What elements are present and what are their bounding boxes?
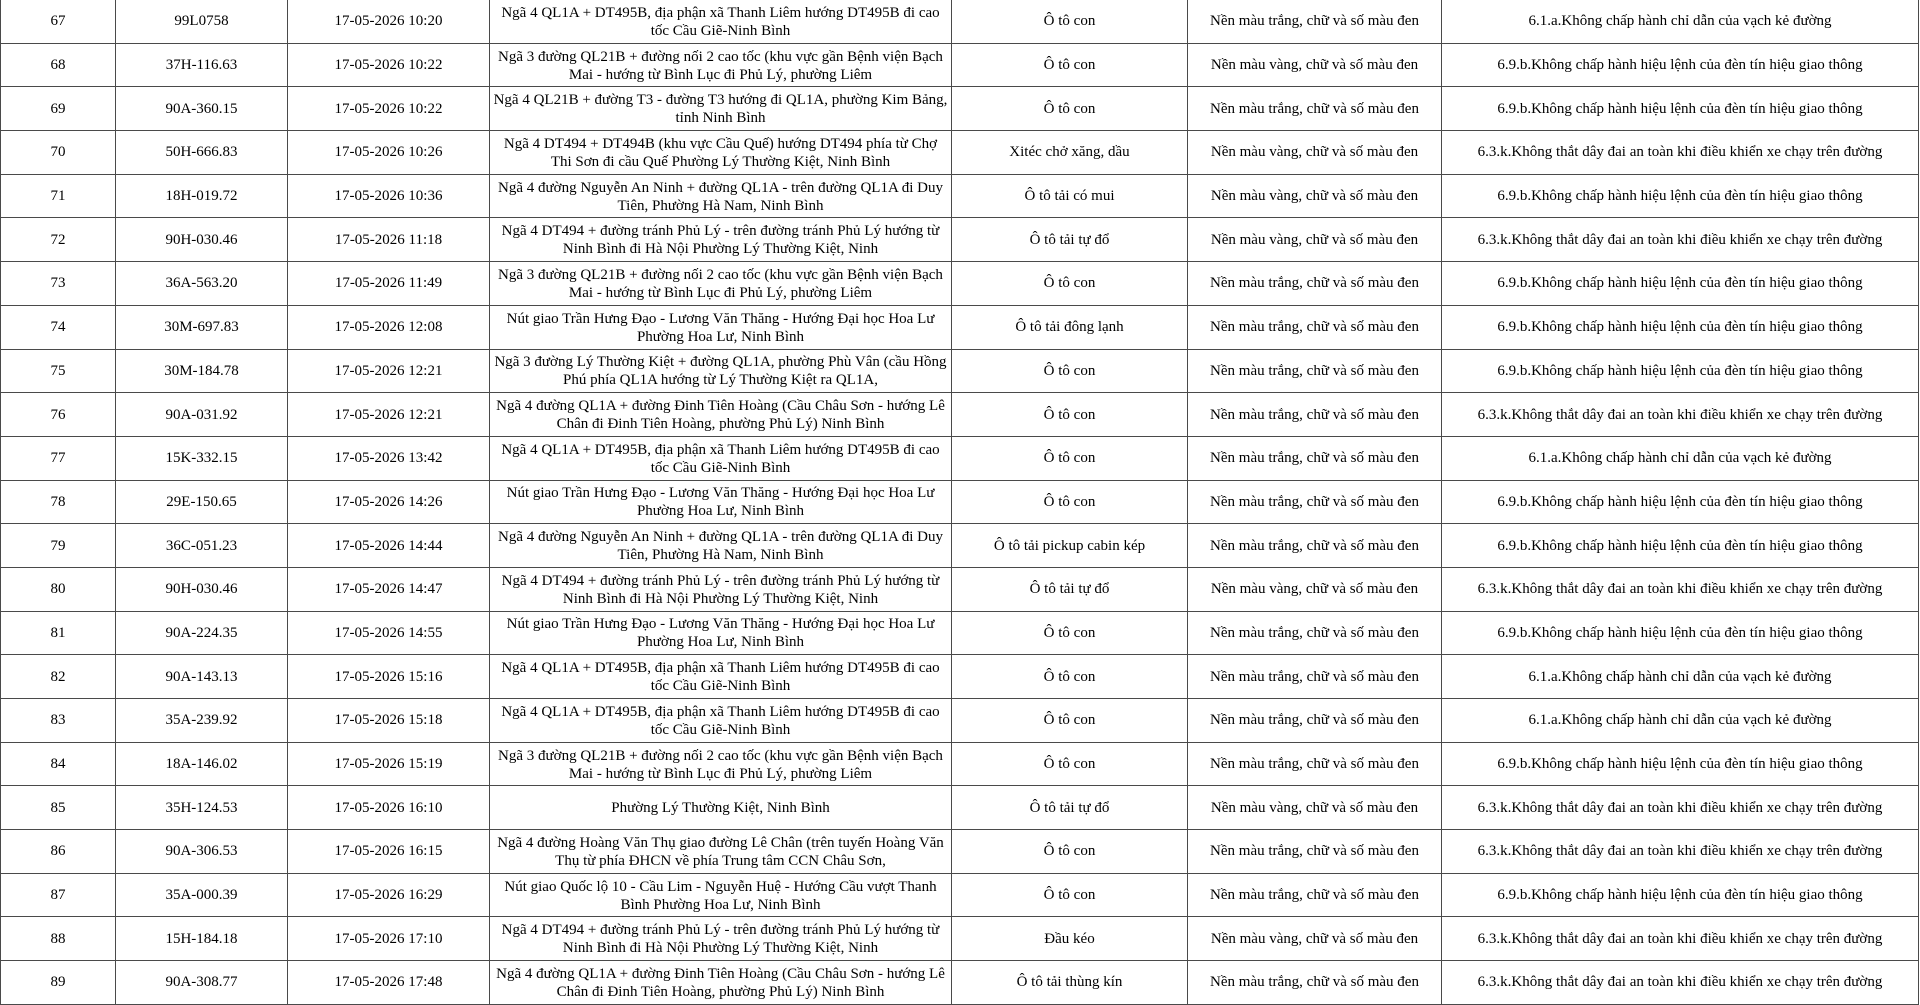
plate-color-cell: Nền màu trắng, chữ và số màu đen	[1188, 961, 1442, 1005]
row-number-cell: 77	[1, 436, 116, 480]
violation-type-cell: 6.9.b.Không chấp hành hiệu lệnh của đèn tín hiệu giao thông	[1442, 611, 1919, 655]
location-text: Ngã 4 đường QL1A + đường Đinh Tiên Hoàng (Cầu Châu Sơn - hướng Lê Chân đi Đinh Tiên Hoàng, phường Phủ Lý) Ninh Bình	[496, 398, 945, 433]
location-text: Nút giao Trần Hưng Đạo - Lương Văn Thăng - Hướng Đại học Hoa Lư Phường Hoa Lư, Ninh Bình	[506, 616, 935, 651]
location-text: Ngã 3 đường QL21B + đường nối 2 cao tốc (khu vực gần Bệnh viện Bạch Mai - hướng từ Bình Lục đi Phủ Lý, phường Liêm	[498, 266, 943, 301]
violation-time-cell: 17-05-2026 13:42	[288, 436, 490, 480]
location-cell	[490, 393, 952, 437]
license-plate-cell: 99L0758	[116, 0, 288, 43]
vehicle-type-cell: Ô tô con	[952, 830, 1188, 874]
location-cell	[490, 917, 952, 961]
violation-time-cell: 17-05-2026 14:26	[288, 480, 490, 524]
table-row	[1, 524, 1919, 568]
location-cell	[490, 87, 952, 131]
plate-color-cell: Nền màu trắng, chữ và số màu đen	[1188, 349, 1442, 393]
plate-color-cell: Nền màu trắng, chữ và số màu đen	[1188, 699, 1442, 743]
violation-type-cell: 6.3.k.Không thắt dây đai an toàn khi điều khiển xe chạy trên đường	[1442, 961, 1919, 1005]
table-row	[1, 961, 1919, 1005]
license-plate-cell: 90A-224.35	[116, 611, 288, 655]
vehicle-type-cell: Ô tô con	[952, 87, 1188, 131]
location-text: Ngã 4 đường Nguyễn An Ninh + đường QL1A - trên đường QL1A đi Duy Tiên, Phường Hà Nam, Ninh Bình	[498, 179, 943, 214]
violation-type-cell: 6.9.b.Không chấp hành hiệu lệnh của đèn tín hiệu giao thông	[1442, 174, 1919, 218]
plate-color-cell: Nền màu vàng, chữ và số màu đen	[1188, 43, 1442, 87]
vehicle-type-cell: Ô tô con	[952, 655, 1188, 699]
violation-time-cell: 17-05-2026 14:44	[288, 524, 490, 568]
plate-color-cell: Nền màu trắng, chữ và số màu đen	[1188, 524, 1442, 568]
location-text: Ngã 4 QL21B + đường T3 - đường T3 hướng đi QL1A, phường Kim Bảng, tỉnh Ninh Bình	[493, 92, 948, 127]
violation-type-cell: 6.3.k.Không thắt dây đai an toàn khi điều khiển xe chạy trên đường	[1442, 393, 1919, 437]
vehicle-type-cell: Ô tô tải thùng kín	[952, 961, 1188, 1005]
location-text: Ngã 3 đường Lý Thường Kiệt + đường QL1A, phường Phù Vân (cầu Hồng Phú phía QL1A hướng từ Lý Thường Kiệt ra QL1A,	[494, 354, 947, 389]
violation-type-cell: 6.9.b.Không chấp hành hiệu lệnh của đèn tín hiệu giao thông	[1442, 742, 1919, 786]
location-cell	[490, 699, 952, 743]
location-cell	[490, 873, 952, 917]
violation-type-cell: 6.9.b.Không chấp hành hiệu lệnh của đèn tín hiệu giao thông	[1442, 43, 1919, 87]
license-plate-cell: 90A-306.53	[116, 830, 288, 874]
location-cell	[490, 305, 952, 349]
violation-type-cell: 6.1.a.Không chấp hành chỉ dẫn của vạch kẻ đường	[1442, 0, 1919, 43]
plate-color-cell: Nền màu trắng, chữ và số màu đen	[1188, 655, 1442, 699]
location-text: Ngã 4 QL1A + DT495B, địa phận xã Thanh Liêm hướng DT495B đi cao tốc Cầu Giẽ-Ninh Bình	[501, 4, 940, 39]
location-cell	[490, 567, 952, 611]
vehicle-type-cell: Ô tô tải tự đổ	[952, 218, 1188, 262]
row-number-cell: 68	[1, 43, 116, 87]
row-number-cell: 82	[1, 655, 116, 699]
location-cell	[490, 218, 952, 262]
violation-type-cell: 6.3.k.Không thắt dây đai an toàn khi điều khiển xe chạy trên đường	[1442, 131, 1919, 175]
violation-time-cell: 17-05-2026 11:18	[288, 218, 490, 262]
violation-type-cell: 6.1.a.Không chấp hành chỉ dẫn của vạch kẻ đường	[1442, 655, 1919, 699]
location-cell	[490, 262, 952, 306]
violation-time-cell: 17-05-2026 10:36	[288, 174, 490, 218]
violation-type-cell: 6.9.b.Không chấp hành hiệu lệnh của đèn tín hiệu giao thông	[1442, 524, 1919, 568]
license-plate-cell: 35A-000.39	[116, 873, 288, 917]
row-number-cell: 89	[1, 961, 116, 1005]
vehicle-type-cell: Ô tô con	[952, 436, 1188, 480]
license-plate-cell: 90H-030.46	[116, 218, 288, 262]
violation-time-cell: 17-05-2026 10:22	[288, 87, 490, 131]
location-cell	[490, 786, 952, 830]
license-plate-cell: 90A-143.13	[116, 655, 288, 699]
plate-color-cell: Nền màu trắng, chữ và số màu đen	[1188, 830, 1442, 874]
plate-color-cell: Nền màu vàng, chữ và số màu đen	[1188, 218, 1442, 262]
license-plate-cell: 90A-031.92	[116, 393, 288, 437]
row-number-cell: 83	[1, 699, 116, 743]
license-plate-cell: 36C-051.23	[116, 524, 288, 568]
violation-type-cell: 6.9.b.Không chấp hành hiệu lệnh của đèn tín hiệu giao thông	[1442, 305, 1919, 349]
plate-color-cell: Nền màu trắng, chữ và số màu đen	[1188, 436, 1442, 480]
vehicle-type-cell: Ô tô con	[952, 742, 1188, 786]
location-text: Ngã 4 đường Hoàng Văn Thụ giao đường Lê Chân (trên tuyến Hoàng Văn Thụ từ phía ĐHCN về phía Trung tâm CCN Châu Sơn,	[497, 834, 944, 869]
license-plate-cell: 15K-332.15	[116, 436, 288, 480]
plate-color-cell: Nền màu trắng, chữ và số màu đen	[1188, 305, 1442, 349]
row-number-cell: 74	[1, 305, 116, 349]
license-plate-cell: 90A-360.15	[116, 87, 288, 131]
violation-time-cell: 17-05-2026 15:19	[288, 742, 490, 786]
location-text: Ngã 4 đường QL1A + đường Đinh Tiên Hoàng (Cầu Châu Sơn - hướng Lê Chân đi Đinh Tiên Hoàng, phường Phủ Lý) Ninh Bình	[496, 965, 945, 1000]
table-row	[1, 349, 1919, 393]
location-text: Ngã 4 DT494 + đường tránh Phủ Lý - trên đường tránh Phủ Lý hướng từ Ninh Bình đi Hà Nội Phường Lý Thường Kiệt, Ninh	[501, 922, 940, 957]
table-row	[1, 786, 1919, 830]
location-text: Nút giao Trần Hưng Đạo - Lương Văn Thăng - Hướng Đại học Hoa Lư Phường Hoa Lư, Ninh Bình	[506, 310, 935, 345]
table-row	[1, 830, 1919, 874]
license-plate-cell: 35A-239.92	[116, 699, 288, 743]
table-row	[1, 567, 1919, 611]
row-number-cell: 86	[1, 830, 116, 874]
location-cell	[490, 0, 952, 43]
table-row	[1, 480, 1919, 524]
plate-color-cell: Nền màu vàng, chữ và số màu đen	[1188, 917, 1442, 961]
vehicle-type-cell: Ô tô tải pickup cabin kép	[952, 524, 1188, 568]
vehicle-type-cell: Ô tô con	[952, 349, 1188, 393]
table-body	[1, 0, 1919, 1004]
table-row	[1, 131, 1919, 175]
location-cell	[490, 524, 952, 568]
violation-type-cell: 6.9.b.Không chấp hành hiệu lệnh của đèn tín hiệu giao thông	[1442, 480, 1919, 524]
violation-time-cell: 17-05-2026 17:10	[288, 917, 490, 961]
license-plate-cell: 36A-563.20	[116, 262, 288, 306]
plate-color-cell: Nền màu trắng, chữ và số màu đen	[1188, 262, 1442, 306]
vehicle-type-cell: Ô tô con	[952, 480, 1188, 524]
table-row	[1, 174, 1919, 218]
row-number-cell: 87	[1, 873, 116, 917]
plate-color-cell: Nền màu trắng, chữ và số màu đen	[1188, 873, 1442, 917]
location-text: Nút giao Quốc lộ 10 - Cầu Lim - Nguyễn Huệ - Hướng Cầu vượt Thanh Bình Phường Hoa Lư, Ninh Bình	[504, 878, 937, 913]
license-plate-cell: 30M-184.78	[116, 349, 288, 393]
violation-type-cell: 6.9.b.Không chấp hành hiệu lệnh của đèn tín hiệu giao thông	[1442, 349, 1919, 393]
license-plate-cell: 29E-150.65	[116, 480, 288, 524]
table-row	[1, 218, 1919, 262]
row-number-cell: 71	[1, 174, 116, 218]
license-plate-cell: 37H-116.63	[116, 43, 288, 87]
table-row	[1, 699, 1919, 743]
vehicle-type-cell: Ô tô con	[952, 699, 1188, 743]
plate-color-cell: Nền màu trắng, chữ và số màu đen	[1188, 87, 1442, 131]
location-cell	[490, 830, 952, 874]
license-plate-cell: 18H-019.72	[116, 174, 288, 218]
table-row	[1, 655, 1919, 699]
plate-color-cell: Nền màu trắng, chữ và số màu đen	[1188, 611, 1442, 655]
row-number-cell: 88	[1, 917, 116, 961]
table-row	[1, 0, 1919, 43]
location-cell	[490, 43, 952, 87]
violation-time-cell: 17-05-2026 12:21	[288, 393, 490, 437]
vehicle-type-cell: Ô tô con	[952, 393, 1188, 437]
vehicle-type-cell: Xitéc chở xăng, dầu	[952, 131, 1188, 175]
location-text: Ngã 4 QL1A + DT495B, địa phận xã Thanh Liêm hướng DT495B đi cao tốc Cầu Giẽ-Ninh Bình	[501, 660, 940, 695]
row-number-cell: 78	[1, 480, 116, 524]
violation-type-cell: 6.3.k.Không thắt dây đai an toàn khi điều khiển xe chạy trên đường	[1442, 917, 1919, 961]
location-cell	[490, 611, 952, 655]
location-cell	[490, 349, 952, 393]
table-row	[1, 262, 1919, 306]
location-text: Phường Lý Thường Kiệt, Ninh Bình	[611, 800, 830, 817]
vehicle-type-cell: Ô tô tải tự đổ	[952, 786, 1188, 830]
table-row	[1, 611, 1919, 655]
table-row	[1, 87, 1919, 131]
violation-time-cell: 17-05-2026 16:15	[288, 830, 490, 874]
vehicle-type-cell: Ô tô con	[952, 43, 1188, 87]
row-number-cell: 84	[1, 742, 116, 786]
violation-time-cell: 17-05-2026 15:18	[288, 699, 490, 743]
row-number-cell: 79	[1, 524, 116, 568]
vehicle-type-cell: Đầu kéo	[952, 917, 1188, 961]
license-plate-cell: 18A-146.02	[116, 742, 288, 786]
violation-time-cell: 17-05-2026 16:10	[288, 786, 490, 830]
license-plate-cell: 50H-666.83	[116, 131, 288, 175]
plate-color-cell: Nền màu vàng, chữ và số màu đen	[1188, 131, 1442, 175]
location-text: Ngã 4 DT494 + đường tránh Phủ Lý - trên đường tránh Phủ Lý hướng từ Ninh Bình đi Hà Nội Phường Lý Thường Kiệt, Ninh	[501, 223, 940, 258]
vehicle-type-cell: Ô tô tải có mui	[952, 174, 1188, 218]
location-cell	[490, 480, 952, 524]
location-cell	[490, 174, 952, 218]
vehicle-type-cell: Ô tô tải đông lạnh	[952, 305, 1188, 349]
row-number-cell: 80	[1, 567, 116, 611]
vehicle-type-cell: Ô tô con	[952, 0, 1188, 43]
plate-color-cell: Nền màu trắng, chữ và số màu đen	[1188, 742, 1442, 786]
violation-type-cell: 6.1.a.Không chấp hành chỉ dẫn của vạch kẻ đường	[1442, 436, 1919, 480]
plate-color-cell: Nền màu trắng, chữ và số màu đen	[1188, 480, 1442, 524]
table-row	[1, 873, 1919, 917]
plate-color-cell: Nền màu vàng, chữ và số màu đen	[1188, 174, 1442, 218]
violation-time-cell: 17-05-2026 14:47	[288, 567, 490, 611]
violation-type-cell: 6.9.b.Không chấp hành hiệu lệnh của đèn tín hiệu giao thông	[1442, 873, 1919, 917]
row-number-cell: 81	[1, 611, 116, 655]
location-cell	[490, 131, 952, 175]
violation-time-cell: 17-05-2026 12:08	[288, 305, 490, 349]
location-text: Ngã 4 QL1A + DT495B, địa phận xã Thanh Liêm hướng DT495B đi cao tốc Cầu Giẽ-Ninh Bình	[501, 441, 940, 476]
location-text: Ngã 3 đường QL21B + đường nối 2 cao tốc (khu vực gần Bệnh viện Bạch Mai - hướng từ Bình Lục đi Phủ Lý, phường Liêm	[498, 48, 943, 83]
violation-time-cell: 17-05-2026 16:29	[288, 873, 490, 917]
license-plate-cell: 90H-030.46	[116, 567, 288, 611]
location-text: Nút giao Trần Hưng Đạo - Lương Văn Thăng - Hướng Đại học Hoa Lư Phường Hoa Lư, Ninh Bình	[506, 485, 935, 520]
vehicle-type-cell: Ô tô con	[952, 873, 1188, 917]
license-plate-cell: 90A-308.77	[116, 961, 288, 1005]
violation-time-cell: 17-05-2026 10:26	[288, 131, 490, 175]
vehicle-type-cell: Ô tô con	[952, 262, 1188, 306]
table-row	[1, 43, 1919, 87]
table-row	[1, 742, 1919, 786]
violation-type-cell: 6.3.k.Không thắt dây đai an toàn khi điều khiển xe chạy trên đường	[1442, 830, 1919, 874]
location-text: Ngã 4 DT494 + đường tránh Phủ Lý - trên đường tránh Phủ Lý hướng từ Ninh Bình đi Hà Nội Phường Lý Thường Kiệt, Ninh	[501, 572, 940, 607]
violation-time-cell: 17-05-2026 11:49	[288, 262, 490, 306]
row-number-cell: 72	[1, 218, 116, 262]
row-number-cell: 70	[1, 131, 116, 175]
location-cell	[490, 436, 952, 480]
violation-type-cell: 6.9.b.Không chấp hành hiệu lệnh của đèn tín hiệu giao thông	[1442, 87, 1919, 131]
row-number-cell: 85	[1, 786, 116, 830]
table-row	[1, 917, 1919, 961]
location-cell	[490, 655, 952, 699]
location-text: Ngã 4 DT494 + DT494B (khu vực Cầu Quế) hướng DT494 phía từ Chợ Thi Sơn đi cầu Quế Phường Lý Thường Kiệt, Ninh Bình	[503, 135, 938, 170]
row-number-cell: 76	[1, 393, 116, 437]
violation-type-cell: 6.9.b.Không chấp hành hiệu lệnh của đèn tín hiệu giao thông	[1442, 262, 1919, 306]
table-row	[1, 436, 1919, 480]
row-number-cell: 69	[1, 87, 116, 131]
plate-color-cell: Nền màu trắng, chữ và số màu đen	[1188, 0, 1442, 43]
violation-time-cell: 17-05-2026 12:21	[288, 349, 490, 393]
violation-time-cell: 17-05-2026 17:48	[288, 961, 490, 1005]
violation-time-cell: 17-05-2026 15:16	[288, 655, 490, 699]
table-row	[1, 393, 1919, 437]
plate-color-cell: Nền màu trắng, chữ và số màu đen	[1188, 393, 1442, 437]
vehicle-type-cell: Ô tô tải tự đổ	[952, 567, 1188, 611]
violation-time-cell: 17-05-2026 10:22	[288, 43, 490, 87]
violation-time-cell: 17-05-2026 10:20	[288, 0, 490, 43]
violation-type-cell: 6.3.k.Không thắt dây đai an toàn khi điều khiển xe chạy trên đường	[1442, 218, 1919, 262]
location-text: Ngã 3 đường QL21B + đường nối 2 cao tốc (khu vực gần Bệnh viện Bạch Mai - hướng từ Bình Lục đi Phủ Lý, phường Liêm	[498, 747, 943, 782]
location-cell	[490, 742, 952, 786]
location-cell	[490, 961, 952, 1005]
row-number-cell: 75	[1, 349, 116, 393]
vehicle-type-cell: Ô tô con	[952, 611, 1188, 655]
location-text: Ngã 4 QL1A + DT495B, địa phận xã Thanh Liêm hướng DT495B đi cao tốc Cầu Giẽ-Ninh Bình	[501, 703, 940, 738]
violation-type-cell: 6.1.a.Không chấp hành chỉ dẫn của vạch kẻ đường	[1442, 699, 1919, 743]
table-row	[1, 305, 1919, 349]
row-number-cell: 67	[1, 0, 116, 43]
plate-color-cell: Nền màu vàng, chữ và số màu đen	[1188, 786, 1442, 830]
violation-type-cell: 6.3.k.Không thắt dây đai an toàn khi điều khiển xe chạy trên đường	[1442, 567, 1919, 611]
location-text: Ngã 4 đường Nguyễn An Ninh + đường QL1A - trên đường QL1A đi Duy Tiên, Phường Hà Nam, Ninh Bình	[498, 529, 943, 564]
license-plate-cell: 35H-124.53	[116, 786, 288, 830]
violation-time-cell: 17-05-2026 14:55	[288, 611, 490, 655]
plate-color-cell: Nền màu vàng, chữ và số màu đen	[1188, 567, 1442, 611]
row-number-cell: 73	[1, 262, 116, 306]
license-plate-cell: 15H-184.18	[116, 917, 288, 961]
violation-type-cell: 6.3.k.Không thắt dây đai an toàn khi điều khiển xe chạy trên đường	[1442, 786, 1919, 830]
license-plate-cell: 30M-697.83	[116, 305, 288, 349]
